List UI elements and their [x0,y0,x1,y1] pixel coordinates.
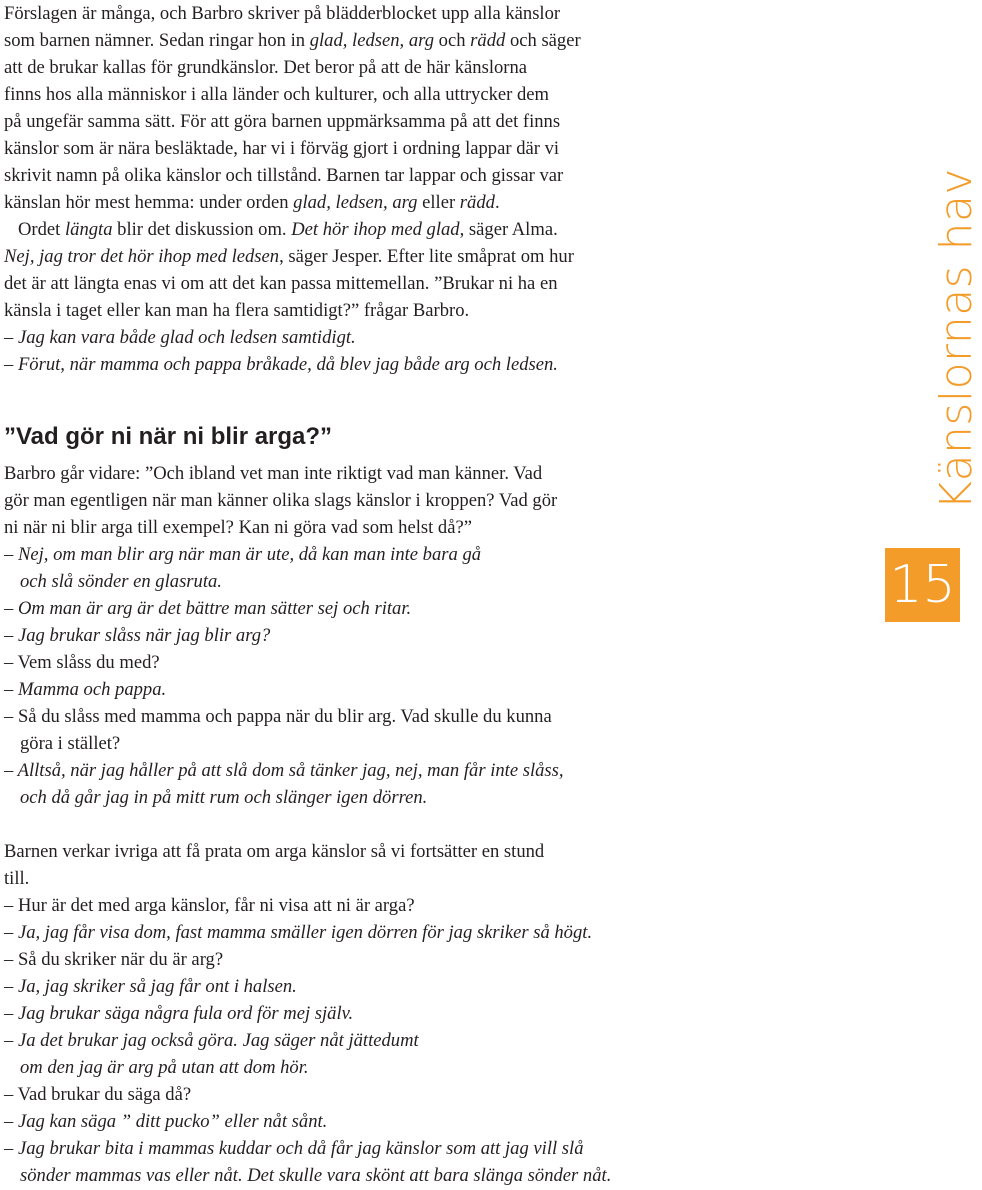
text-line: Förslagen är många, och Barbro skriver på blädderblocket upp alla känslor [4,3,561,24]
dialogue-line: – Ja, jag får visa dom, fast mamma smäller igen dörren för jag skriker så högt. [4,922,593,943]
dialogue-line: och då går jag in på mitt rum och slänger igen dörren. [20,787,428,808]
dialogue-line: göra i stället? [20,733,121,754]
text-line: gör man egentligen när man känner olika slags känslor i kroppen? Vad gör [4,490,558,511]
dialogue-line: – Nej, om man blir arg när man är ute, då kan man inte bara gå [4,544,482,565]
dialogue-line: – Vad brukar du säga då? [4,1084,192,1105]
dialogue-line: – Så du skriker när du är arg? [4,949,224,970]
dialogue-line: – Jag brukar säga några fula ord för mej själv. [4,1003,354,1024]
dialogue-line: – Mamma och pappa. [4,679,167,700]
chapter-title-vertical: Känslornas hav [931,168,982,510]
dialogue-line: – Ja, jag skriker så jag får ont i halsen. [4,976,297,997]
dialogue-line: – Förut, när mamma och pappa bråkade, då blev jag både arg och ledsen. [4,354,558,375]
text-line: skrivit namn på olika känslor och tillstånd. Barnen tar lappar och gissar var [4,165,564,186]
text-line: känsla i taget eller kan man ha flera samtidigt?” frågar Barbro. [4,300,470,321]
text-line: Nej, jag tror det hör ihop med ledsen, säger Jesper. Efter lite småprat om hur [4,246,574,267]
text-line: Ordet längta blir det diskussion om. Det hör ihop med glad, säger Alma. [18,219,558,240]
text-line: känslor som är nära besläktade, har vi i förväg gjort i ordning lappar där vi [4,138,560,159]
text-line: Barbro går vidare: ”Och ibland vet man inte riktigt vad man känner. Vad [4,463,543,484]
text-line: känslan hör mest hemma: under orden glad, ledsen, arg eller rädd. [4,192,500,213]
text-line: finns hos alla människor i alla länder och kulturer, och alla uttrycker dem [4,84,550,105]
page-number-box [885,548,960,622]
dialogue-line: – Jag brukar bita i mammas kuddar och då får jag känslor som att jag vill slå [4,1138,584,1159]
dialogue-line: och slå sönder en glasruta. [20,571,222,592]
dialogue-line: – Hur är det med arga känslor, får ni visa att ni är arga? [4,895,415,916]
text-line: ni när ni blir arga till exempel? Kan ni göra vad som helst då?” [4,517,472,538]
text-line: på ungefär samma sätt. För att göra barnen uppmärksamma på att det finns [4,111,561,132]
dialogue-line: sönder mammas vas eller nåt. Det skulle vara skönt att bara slänga sönder nåt. [20,1165,612,1186]
dialogue-line: om den jag är arg på utan att dom hör. [20,1057,309,1078]
text-line: det är att längta enas vi om att det kan passa mittemellan. ”Brukar ni ha en [4,273,558,294]
text-line: Barnen verkar ivriga att få prata om arga känslor så vi fortsätter en stund [4,841,545,862]
dialogue-line: – Vem slåss du med? [4,652,160,673]
page-number: 15 [889,555,956,615]
text-line: som barnen nämner. Sedan ringar hon in glad, ledsen, arg och rädd och säger [4,30,581,51]
dialogue-line: – Om man är arg är det bättre man sätter sej och ritar. [4,598,412,619]
dialogue-line: – Jag kan vara både glad och ledsen samtidigt. [4,327,356,348]
dialogue-line: – Jag brukar slåss när jag blir arg? [4,625,271,646]
dialogue-line: – Alltså, när jag håller på att slå dom så tänker jag, nej, man får inte slåss, [4,760,564,781]
section-heading: ”Vad gör ni när ni blir arga?” [4,423,333,450]
text-line: till. [4,868,30,889]
dialogue-line: – Jag kan säga ” ditt pucko” eller nåt sånt. [4,1111,328,1132]
dialogue-line: – Så du slåss med mamma och pappa när du blir arg. Vad skulle du kunna [4,706,552,727]
text-line: att de brukar kallas för grundkänslor. Det beror på att de här känslorna [4,57,528,78]
dialogue-line: – Ja det brukar jag också göra. Jag säger nåt jättedumt [4,1030,419,1051]
